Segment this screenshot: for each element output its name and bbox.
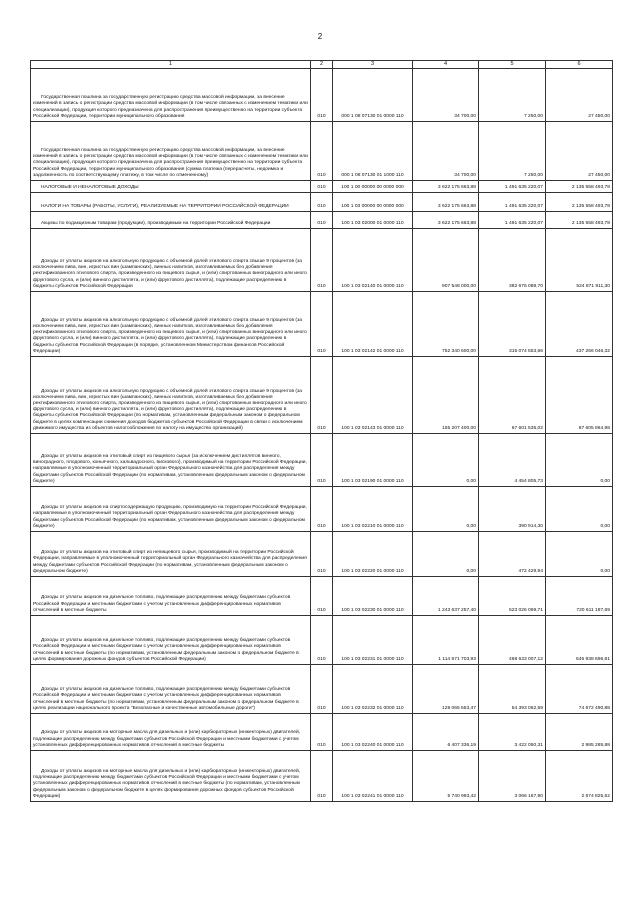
row-name-cell: Доходы от уплаты акцизов на спиртосодержащую продукцию, производимую на территории Российской Федерации, направляемые в уполномоченный территориальный орган Федерального казначейства для распределения между бюджетами субъектов Российской Федерации (по нормативам, установленным федеральным законом о федеральном бюджете) [31,487,311,532]
row-line-code-cell: 010 [311,292,333,357]
row-name-cell: Государственная пошлина за государственную регистрацию средства массовой информации, за внесение изменений в запись о регистрации средства массовой информации (в том числе связанных с изменением тематики или специализации), продукция которого предназначена для распространения преимущественно на территории субъекта Российской Федерации, территории муниципального образования (сумма платежа (перерасчеты, недоимка и задолженность по соответствующему платежу, в том числе по отмененному) [31,122,311,181]
row-executed-cell: 315 074 553,66 [479,292,546,357]
row-income-code-cell: 100 1 03 02143 01 0000 110 [333,357,413,434]
row-name-cell: Акцизы по подакцизным товарам (продукции), производимым на территории Российской Федерации [31,212,311,229]
table-row [31,357,613,434]
row-approved-cell: 3 622 175 663,88 [413,212,479,229]
row-approved-cell: 129 065 553,47 [413,665,479,714]
row-income-code-cell: 100 1 03 02231 01 0000 110 [333,616,413,665]
row-income-code-cell: 000 1 08 07130 01 0000 110 [333,69,413,122]
row-name-cell: Доходы от уплаты акцизов на дизельное топливо, подлежащие распределению между бюджетами субъектов Российской Федерации и местными бюджетами с учетом установленных дифференцированных нормативов отчислений в местные бюджеты (по нормативам, установленным федеральным законом о федеральном бюджете в целях реализации национального проекта "Безопасные и качественные автомобильные дороги") [31,665,311,714]
row-executed-cell: 7 250,00 [479,69,546,122]
row-unexecuted-cell: 2 674 825,52 [546,751,613,802]
table-row [31,714,613,751]
row-executed-cell: 1 491 635 220,07 [479,212,546,229]
row-executed-cell: 523 026 069,71 [479,577,546,616]
row-name-cell: Доходы от уплаты акцизов на этиловый спирт из непищевого сырья, производимый на территории Российской Федерации, направляемые в уполномоченный территориальный орган Федерального казначейства для распределения между бюджетами субъектов Российской Федерации (по нормативам, установленным федеральным законом о федеральном бюджете) [31,532,311,577]
column-header: 6 [546,61,613,69]
row-unexecuted-cell: 645 938 696,81 [546,616,613,665]
row-unexecuted-cell: 437 266 046,32 [546,292,613,357]
column-header: 2 [311,61,333,69]
row-executed-cell: 4 454 805,73 [479,434,546,487]
row-name-cell: Государственная пошлина за государственную регистрацию средства массовой информации, за внесение изменений в запись о регистрации средства массовой информации (в том числе связанных с изменением тематики или специализации), продукция которого предназначена для распространения преимущественно на территории субъекта Российской Федерации, территории муниципального образования [31,69,311,122]
table-row [31,69,613,122]
row-line-code-cell: 010 [311,122,333,181]
row-name-cell: Доходы от уплаты акцизов на алкогольную продукцию с объемной долей этилового спирта свыше 9 процентов (за исключением пива, вин, игристых вин (шампанских), винных напитков, изготавливаемых без добавления ректификованного этилового спирта, произведенного из пищевого сырья, и (или) спиртованных виноградного или иного фруктового сусла, и (или) винного дистиллята, и (или) фруктового дистиллята), подлежащие распределению в бюджеты субъектов Российской Федерации [31,229,311,292]
row-unexecuted-cell: 0,00 [546,532,613,577]
row-approved-cell: 3 622 175 663,88 [413,193,479,212]
row-executed-cell: 472 429,94 [479,532,546,577]
row-unexecuted-cell: 0,00 [546,487,613,532]
table-row [31,577,613,616]
row-unexecuted-cell: 720 611 187,69 [546,577,613,616]
row-approved-cell: 1 243 637 257,40 [413,577,479,616]
row-approved-cell: 34 700,00 [413,69,479,122]
column-header: 4 [413,61,479,69]
income-report-table [30,60,613,802]
row-line-code-cell: 010 [311,181,333,193]
table-row [31,487,613,532]
row-line-code-cell: 010 [311,714,333,751]
table-row [31,532,613,577]
row-income-code-cell: 100 1 03 02190 01 0000 110 [333,434,413,487]
row-unexecuted-cell: 2 135 558 493,78 [546,193,613,212]
row-approved-cell: 3 622 175 663,88 [413,181,479,193]
row-unexecuted-cell: 74 672 490,88 [546,665,613,714]
row-line-code-cell: 010 [311,193,333,212]
row-line-code-cell: 010 [311,532,333,577]
column-number-row [31,61,613,69]
row-approved-cell: 0,00 [413,532,479,577]
table-row [31,212,613,229]
row-approved-cell: 0,00 [413,434,479,487]
table-row [31,122,613,181]
row-approved-cell: 6 407 336,19 [413,714,479,751]
row-unexecuted-cell: 87 605 864,98 [546,357,613,434]
row-income-code-cell: 100 1 03 02142 01 0000 110 [333,292,413,357]
row-name-cell: Доходы от уплаты акцизов на алкогольную продукцию с объемной долей этилового спирта свыше 9 процентов (за исключением пива, вин, игристых вин (шампанских), винных напитков, изготавливаемых без добавления ректификованного этилового спирта, произведенного из пищевого сырья, и (или) спиртованных виноградного или иного фруктового сусла, и (или) винного дистиллята, и (или) фруктового дистиллята), подлежащие распределению в бюджеты субъектов Российской Федерации (по нормативам, установленным федеральным законом о федеральном бюджете в целях компенсации снижения доходов бюджетов субъектов Российской Федерации в связи с исключением движимого имущества из объектов налогообложения по налогу на имущество организаций) [31,357,311,434]
row-executed-cell: 1 491 635 220,07 [479,193,546,212]
table-row [31,434,613,487]
row-name-cell: Доходы от уплаты акцизов на дизельное топливо, подлежащие распределению между бюджетами субъектов Российской Федерации и местными бюджетами с учетом установленных дифференцированных нормативов отчислений в местные бюджеты [31,577,311,616]
row-income-code-cell: 000 1 08 07130 01 1000 110 [333,122,413,181]
row-line-code-cell: 010 [311,577,333,616]
row-executed-cell: 390 914,30 [479,487,546,532]
row-income-code-cell: 100 1 03 02220 01 0000 110 [333,532,413,577]
page-number: 2 [317,32,323,41]
row-executed-cell: 468 633 007,12 [479,616,546,665]
row-income-code-cell: 100 1 03 02210 01 0000 110 [333,487,413,532]
row-unexecuted-cell: 27 450,00 [546,122,613,181]
row-name-cell: Доходы от уплаты акцизов на моторные масла для дизельных и (или) карбюраторных (инжекторных) двигателей, подлежащие распределению между бюджетами субъектов Российской Федерации и местными бюджетами с учетом установленных дифференцированных нормативов отчислений в местные бюджеты (по нормативам, установленным федеральным законом о федеральном бюджете в целях формирования дорожных фондов субъектов Российской Федерации) [31,751,311,802]
row-income-code-cell: 100 1 03 02230 01 0000 110 [333,577,413,616]
row-executed-cell: 1 491 635 220,07 [479,181,546,193]
row-executed-cell: 54 393 062,59 [479,665,546,714]
row-income-code-cell: 100 1 03 02241 01 0000 110 [333,751,413,802]
row-approved-cell: 0,00 [413,487,479,532]
row-unexecuted-cell: 524 871 911,30 [546,229,613,292]
row-line-code-cell: 010 [311,212,333,229]
row-name-cell: Доходы от уплаты акцизов на дизельное топливо, подлежащие распределению между бюджетами субъектов Российской Федерации и местными бюджетами с учетом установленных дифференцированных нормативов отчислений в местные бюджеты (по нормативам, установленным федеральным законом о федеральном бюджете в целях формирования дорожных фондов субъектов Российской Федерации) [31,616,311,665]
table-row [31,665,613,714]
row-approved-cell: 5 740 993,42 [413,751,479,802]
row-approved-cell: 907 548 000,00 [413,229,479,292]
row-executed-cell: 3 066 167,90 [479,751,546,802]
table-row [31,181,613,193]
row-approved-cell: 1 114 571 703,93 [413,616,479,665]
row-line-code-cell: 010 [311,487,333,532]
row-executed-cell: 382 676 088,70 [479,229,546,292]
row-approved-cell: 752 340 600,00 [413,292,479,357]
row-unexecuted-cell: 2 985 285,88 [546,714,613,751]
table-row [31,229,613,292]
row-line-code-cell: 010 [311,665,333,714]
row-name-cell: НАЛОГОВЫЕ И НЕНАЛОГОВЫЕ ДОХОДЫ [31,181,311,193]
row-name-cell: Доходы от уплаты акцизов на моторные масла для дизельных и (или) карбюраторных (инжекторных) двигателей, подлежащие распределению между бюджетами субъектов Российской Федерации и местными бюджетами с учетом установленных дифференцированных нормативов отчислений в местные бюджеты [31,714,311,751]
row-income-code-cell: 100 1 03 00000 00 0000 000 [333,193,413,212]
row-executed-cell: 67 601 535,02 [479,357,546,434]
row-income-code-cell: 100 1 00 00000 00 0000 000 [333,181,413,193]
row-unexecuted-cell: 27 450,00 [546,69,613,122]
row-executed-cell: 3 422 050,31 [479,714,546,751]
row-approved-cell: 155 207 400,00 [413,357,479,434]
table-row [31,751,613,802]
row-income-code-cell: 100 1 03 02232 01 0000 110 [333,665,413,714]
row-name-cell: Доходы от уплаты акцизов на алкогольную продукцию с объемной долей этилового спирта свыше 9 процентов (за исключением пива, вин, игристых вин (шампанских), винных напитков, изготавливаемых без добавления ректификованного этилового спирта, произведенного из пищевого сырья, и (или) спиртованных виноградного или иного фруктового сусла, и (или) винного дистиллята, и (или) фруктового дистиллята), подлежащие распределению в бюджеты субъектов Российской Федерации (в порядке, установленном Министерством финансов Российской Федерации) [31,292,311,357]
table-row [31,616,613,665]
row-approved-cell: 34 700,00 [413,122,479,181]
row-unexecuted-cell: 2 135 558 493,78 [546,212,613,229]
row-name-cell: НАЛОГИ НА ТОВАРЫ (РАБОТЫ, УСЛУГИ), РЕАЛИЗУЕМЫЕ НА ТЕРРИТОРИИ РОССИЙСКОЙ ФЕДЕРАЦИИ [31,193,311,212]
row-unexecuted-cell: 2 135 558 493,78 [546,181,613,193]
row-line-code-cell: 010 [311,751,333,802]
column-header: 5 [479,61,546,69]
table-row [31,292,613,357]
table-row [31,193,613,212]
row-line-code-cell: 010 [311,357,333,434]
row-line-code-cell: 010 [311,229,333,292]
column-header: 3 [333,61,413,69]
row-line-code-cell: 010 [311,434,333,487]
row-income-code-cell: 100 1 03 02140 01 0000 110 [333,229,413,292]
row-line-code-cell: 010 [311,69,333,122]
row-income-code-cell: 100 1 03 02240 01 0000 110 [333,714,413,751]
row-line-code-cell: 010 [311,616,333,665]
column-header: 1 [31,61,311,69]
row-executed-cell: 7 250,00 [479,122,546,181]
row-unexecuted-cell: 0,00 [546,434,613,487]
row-income-code-cell: 100 1 03 02000 01 0000 110 [333,212,413,229]
row-name-cell: Доходы от уплаты акцизов на этиловый спирт из пищевого сырья (за исключением дистиллятов винного, виноградного, плодового, коньячного, кальвадосного, вискового), производимый на территории Российской Федерации, направляемые в уполномоченный территориальный орган Федерального казначейства для распределения между бюджетами субъектов Российской Федерации (по нормативам, установленным федеральным законом о федеральном бюджете) [31,434,311,487]
